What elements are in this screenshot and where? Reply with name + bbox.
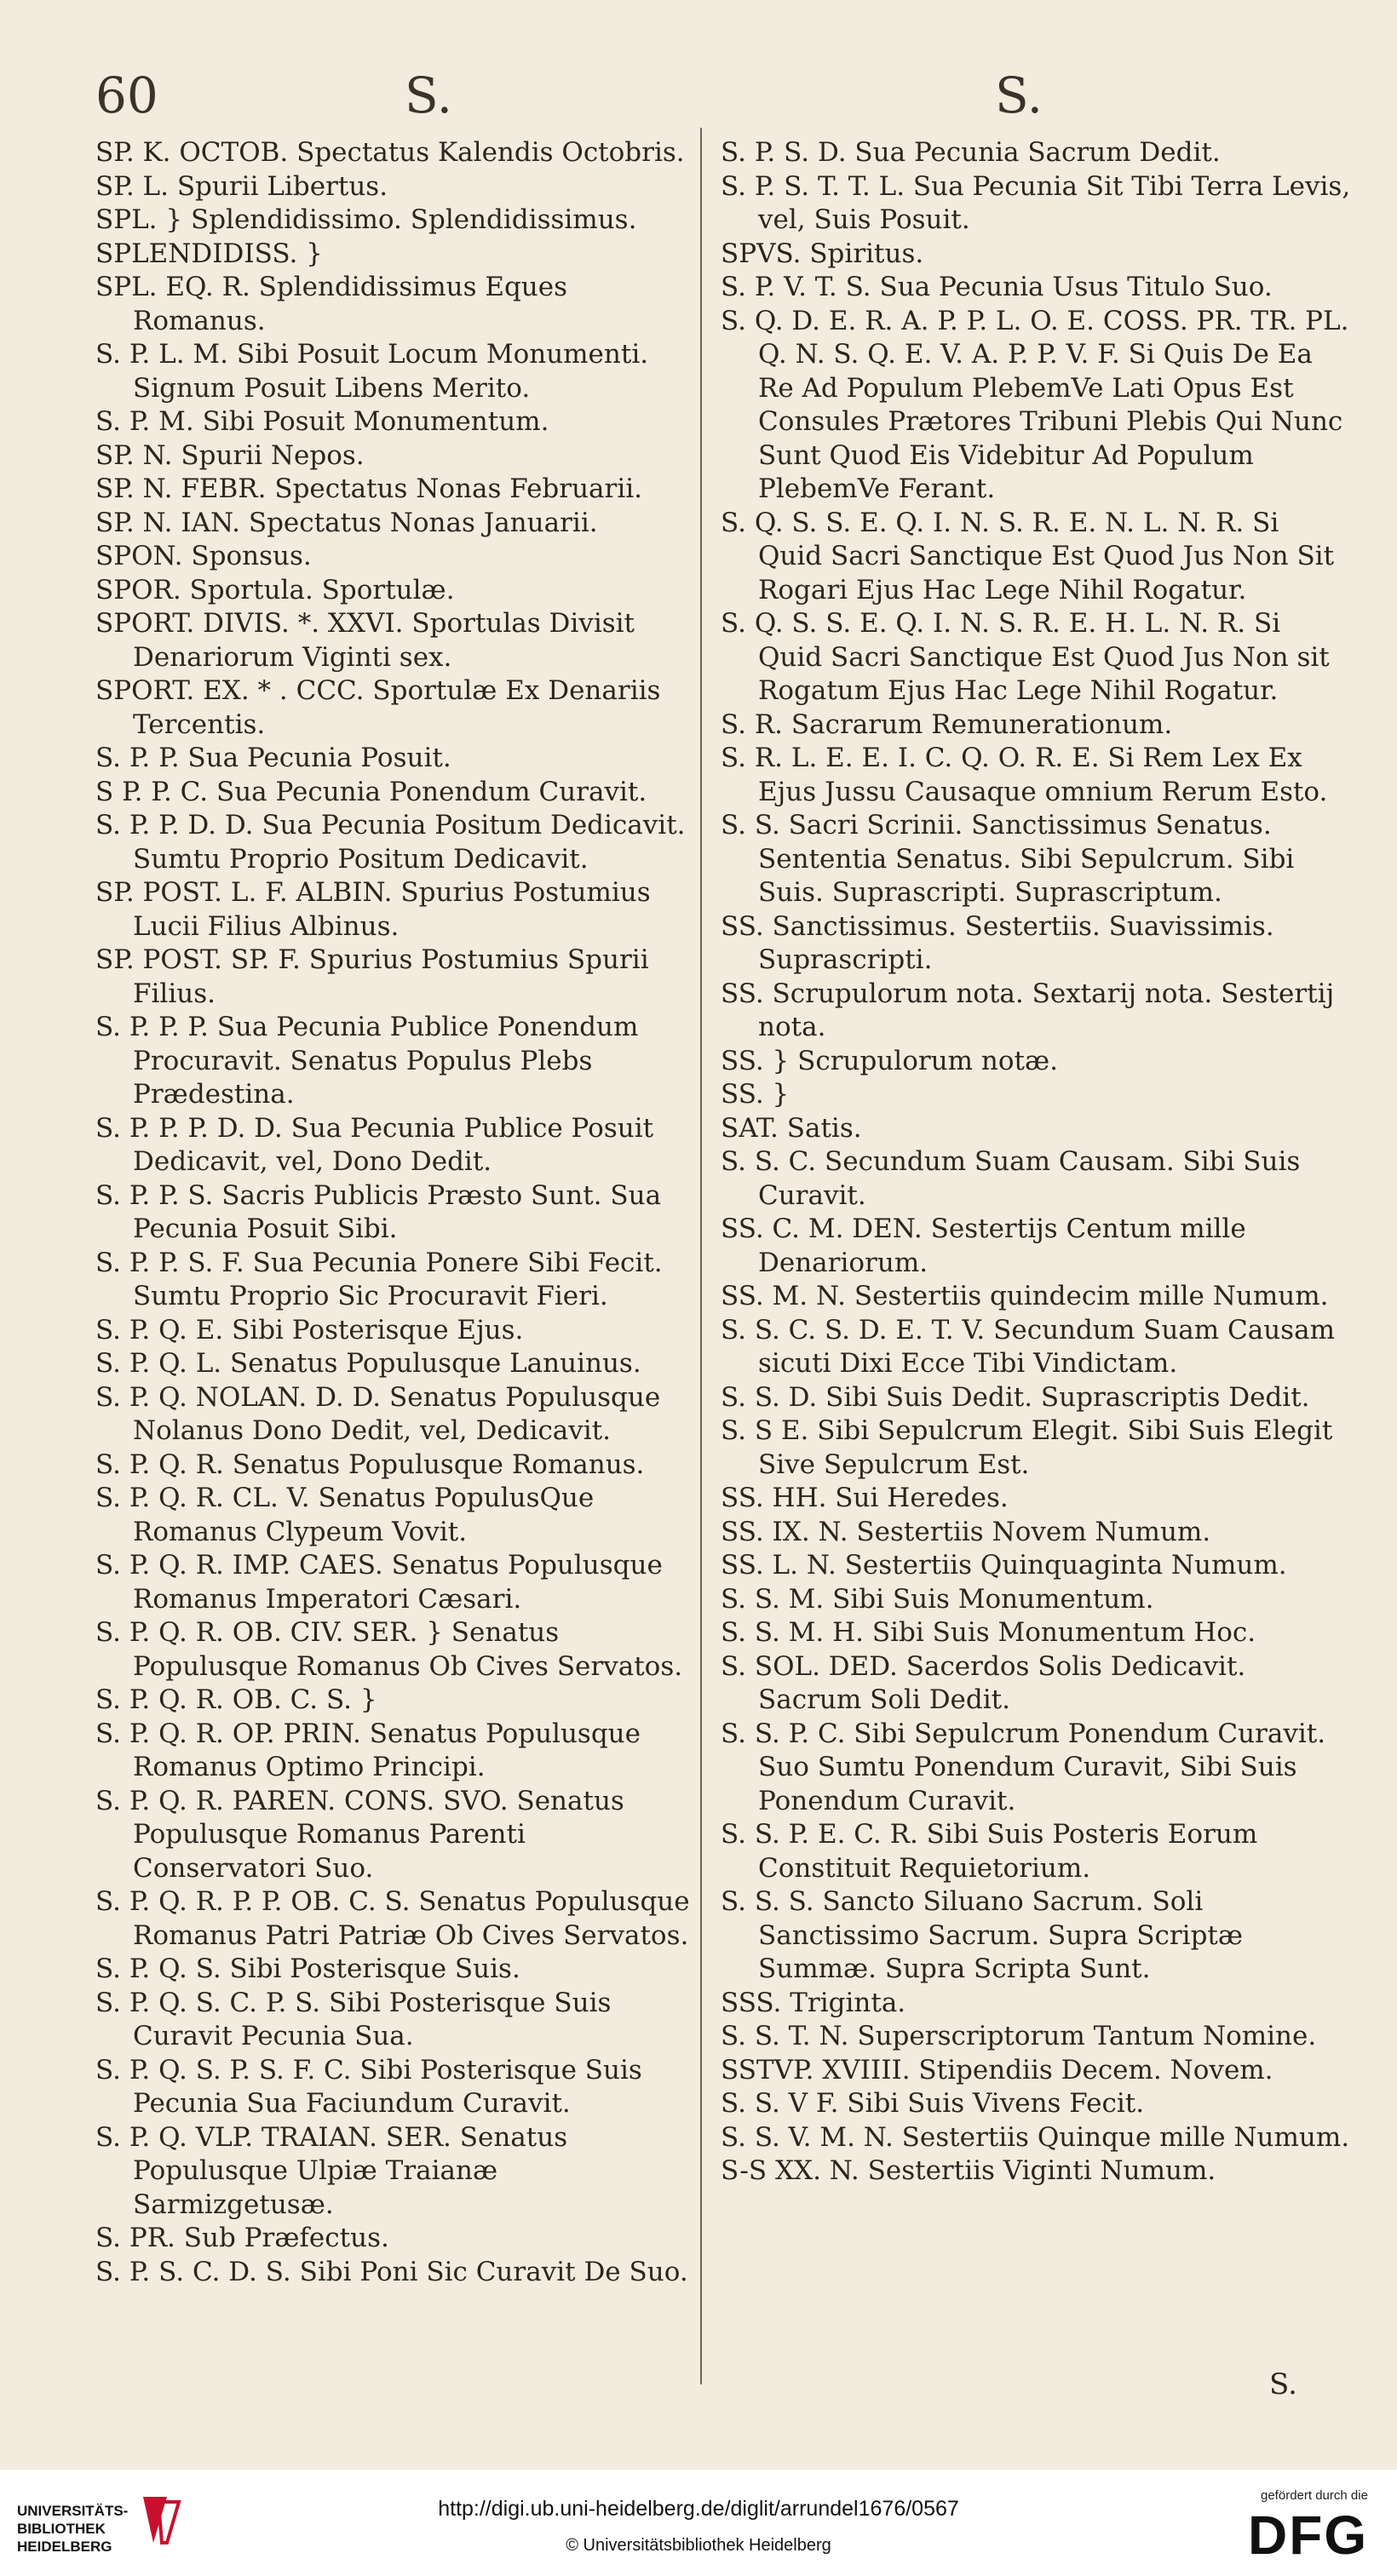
dictionary-entry: S. PR. Sub Præfectus. xyxy=(95,2223,389,2253)
dictionary-entry: S. P. Q. NOLAN. D. D. Senatus Populusque Nolanus Dono Dedit, vel, Dedicavit. xyxy=(95,1381,661,1446)
dictionary-entry: SSS. Triginta. xyxy=(721,1987,906,2018)
dictionary-entry: SPL. } Splendidissimo. Splendidissimus. xyxy=(95,204,637,235)
dictionary-entry: S. S E. Sibi Sepulcrum Elegit. Sibi Suis Elegit Sive Sepulcrum Est. xyxy=(721,1415,1333,1480)
funding-note: gefördert durch die xyxy=(1261,2488,1368,2503)
dictionary-entry: SS. HH. Sui Heredes. xyxy=(721,1483,1009,1513)
dictionary-entry: S. S. P. C. Sibi Sepulcrum Ponendum Curavit. Suo Sumtu Ponendum Curavit, Sibi Suis Ponendum Curavit. xyxy=(721,1718,1326,1816)
dictionary-entry: SPLENDIDISS. } xyxy=(95,238,323,269)
column-divider xyxy=(700,128,702,2384)
dictionary-entry: S. P. P. Sua Pecunia Posuit. xyxy=(95,743,451,773)
dictionary-entry: SP. L. Spurii Libertus. xyxy=(95,170,388,202)
dictionary-entry: S. P. P. P. D. D. Sua Pecunia Publice Posuit Dedicavit, vel, Dono Dedit. xyxy=(95,1112,654,1177)
dfg-logo: DFG xyxy=(1248,2504,1369,2566)
dictionary-entry: S. P. P. P. Sua Pecunia Publice Ponendum Procuravit. Senatus Populus Plebs Prædestina. xyxy=(95,1012,639,1110)
dictionary-entry: SAT. Satis. xyxy=(721,1112,862,1144)
dictionary-entry: SS. C. M. DEN. Sestertijs Centum mille Denariorum. xyxy=(721,1213,1246,1278)
dictionary-entry: S. S. V. M. N. Sestertiis Quinque mille Numum. xyxy=(721,2121,1350,2153)
dictionary-entry: SS. IX. N. Sestertiis Novem Numum. xyxy=(721,1516,1211,1547)
dictionary-entry: S. P. S. D. Sua Pecunia Sacrum Dedit. xyxy=(721,137,1221,168)
dictionary-entry: S. P. Q. R. CL. V. Senatus PopulusQue Romanus Clypeum Vovit. xyxy=(95,1483,595,1547)
dictionary-entry: S. S. Sacri Scrinii. Sanctissimus Senatus. Sententia Senatus. Sibi Sepulcrum. Sibi Suis. Suprascripti. Suprascriptum. xyxy=(721,810,1295,908)
dictionary-entry: S. Q. D. E. R. A. P. P. L. O. E. COSS. PR. TR. PL. Q. N. S. Q. E. V. A. P. P. V. F. Si Quis De Ea Re Ad Populum PlebemVe Lati Opus Est Consules Prætores Tribuni Plebis Qui Nunc Sunt Quod Eis Videbitur Ad Populum PlebemVe Ferant. xyxy=(721,305,1349,504)
dictionary-entry: S. P. P. S. Sacris Publicis Præsto Sunt. Sua Pecunia Posuit Sibi. xyxy=(95,1179,662,1244)
dictionary-entry: SP. K. OCTOB. Spectatus Kalendis Octobris. xyxy=(95,137,685,168)
dictionary-entry: S. P. Q. R. OP. PRIN. Senatus Populusque Romanus Optimo Principi. xyxy=(95,1718,641,1782)
footer-bar xyxy=(0,2470,1397,2576)
dictionary-entry: SPORT. DIVIS. *. XXVI. Sportulas Divisit Denariorum Viginti sex. xyxy=(95,608,635,673)
catchword: S. xyxy=(1269,2367,1297,2401)
right-column xyxy=(721,136,1351,2189)
dictionary-entry: S. S. S. Sancto Siluano Sacrum. Soli Sanctissimo Sacrum. Supra Scriptæ Summæ. Supra Scripta Sunt. xyxy=(721,1886,1244,1984)
dictionary-entry: S. Q. S. S. E. Q. I. N. S. R. E. N. L. N. R. Si Quid Sacri Sanctique Est Quod Jus Non Sit Rogari Ejus Hac Lege Nihil Rogatur. xyxy=(721,507,1335,605)
dictionary-entry: SP. POST. L. F. ALBIN. Spurius Postumius Lucii Filius Albinus. xyxy=(95,877,651,942)
dictionary-entry: S. S. V F. Sibi Suis Vivens Fecit. xyxy=(721,2088,1145,2119)
page-number: 60 xyxy=(95,66,158,124)
dictionary-entry: S P. P. C. Sua Pecunia Ponendum Curavit. xyxy=(95,776,647,807)
dictionary-entry: SS. Sanctissimus. Sestertiis. Suavissimis. Suprascripti. xyxy=(721,910,1274,975)
dictionary-entry: S. S. C. S. D. E. T. V. Secundum Suam Causam sicuti Dixi Ecce Tibi Vindictam. xyxy=(721,1314,1335,1379)
library-name-line: BIBLIOTHEK xyxy=(17,2521,106,2537)
dictionary-entry: SP. N. IAN. Spectatus Nonas Januarii. xyxy=(95,507,598,538)
dictionary-entry: SS. Scrupulorum nota. Sextarij nota. Sestertij nota. xyxy=(721,978,1335,1042)
dictionary-entry: S. S. C. Secundum Suam Causam. Sibi Suis Curavit. xyxy=(721,1146,1301,1211)
dictionary-entry: SPVS. Spiritus. xyxy=(721,238,924,269)
dictionary-entry: S. S. D. Sibi Suis Dedit. Suprascriptis Dedit. xyxy=(721,1381,1310,1413)
dictionary-entry: SS. M. N. Sestertiis quindecim mille Numum. xyxy=(721,1281,1329,1311)
dictionary-entry: S. S. M. Sibi Suis Monumentum. xyxy=(721,1583,1154,1615)
dictionary-entry: S. SOL. DED. Sacerdos Solis Dedicavit. Sacrum Soli Dedit. xyxy=(721,1650,1246,1715)
dictionary-entry: S. P. S. C. D. S. Sibi Poni Sic Curavit De Suo. xyxy=(95,2256,688,2287)
dictionary-entry: S. P. V. T. S. Sua Pecunia Usus Titulo Suo. xyxy=(721,272,1273,302)
library-name-line: HEIDELBERG xyxy=(17,2539,112,2555)
section-letter-left: S. xyxy=(405,66,453,124)
dictionary-entry: SP. POST. SP. F. Spurius Postumius Spurii Filius. xyxy=(95,944,649,1009)
section-letter-right: S. xyxy=(995,66,1043,124)
dictionary-entry: S. P. P. D. D. Sua Pecunia Positum Dedicavit. Sumtu Proprio Positum Dedicavit. xyxy=(95,810,686,875)
dictionary-entry: SP. N. Spurii Nepos. xyxy=(95,439,365,471)
dictionary-entry: SSTVP. XVIIII. Stipendiis Decem. Novem. xyxy=(721,2054,1273,2085)
dictionary-entry: S. P. P. S. F. Sua Pecunia Ponere Sibi Fecit. Sumtu Proprio Sic Procuravit Fieri. xyxy=(95,1247,663,1311)
dictionary-entry: S. P. L. M. Sibi Posuit Locum Monumenti. Signum Posuit Libens Merito. xyxy=(95,339,649,404)
dictionary-entry: S. R. Sacrarum Remunerationum. xyxy=(721,709,1173,740)
dictionary-entry: S. S. T. N. Superscriptorum Tantum Nomine. xyxy=(721,2021,1317,2051)
dictionary-entry: SS. L. N. Sestertiis Quinquaginta Numum. xyxy=(721,1550,1287,1581)
dictionary-entry: S. R. L. E. E. I. C. Q. O. R. E. Si Rem Lex Ex Ejus Jussu Causaque omnium Rerum Esto. xyxy=(721,743,1328,807)
dictionary-entry: S. P. Q. L. Senatus Populusque Lanuinus. xyxy=(95,1348,641,1379)
dictionary-entry: S. S. P. E. C. R. Sibi Suis Posteris Eorum Constituit Requietorium. xyxy=(721,1819,1258,1884)
copyright-notice: © Universitätsbibliothek Heidelberg xyxy=(566,2536,831,2555)
dictionary-entry: SS. } Scrupulorum notæ. xyxy=(721,1045,1058,1076)
dictionary-entry: S. P. Q. R. OB. CIV. SER. } Senatus Populusque Romanus Ob Cives Servatos. xyxy=(95,1617,683,1682)
dictionary-entry: S. P. Q. S. P. S. F. C. Sibi Posterisque Suis Pecunia Sua Faciundum Curavit. xyxy=(95,2054,642,2119)
dictionary-entry: S. Q. S. S. E. Q. I. N. S. R. E. H. L. N. R. Si Quid Sacri Sanctique Est Quod Jus Non sit Rogatum Ejus Hac Lege Nihil Rogatur. xyxy=(721,608,1330,706)
dictionary-entry: SPL. EQ. R. Splendidissimus Eques Romanus. xyxy=(95,272,568,336)
dictionary-entry: S. P. M. Sibi Posuit Monumentum. xyxy=(95,406,549,437)
dictionary-entry: SPON. Sponsus. xyxy=(95,541,312,571)
dictionary-entry: S. P. Q. S. C. P. S. Sibi Posterisque Suis Curavit Pecunia Sua. xyxy=(95,1987,612,2051)
dictionary-entry: S. P. Q. S. Sibi Posterisque Suis. xyxy=(95,1954,520,1984)
dictionary-entry: SP. N. FEBR. Spectatus Nonas Februarii. xyxy=(95,473,643,504)
dictionary-entry: SPORT. EX. * . CCC. Sportulæ Ex Denariis Tercentis. xyxy=(95,675,661,740)
dictionary-entry: SS. } xyxy=(721,1079,790,1110)
dictionary-entry: S. P. Q. R. Senatus Populusque Romanus. xyxy=(95,1449,645,1480)
dictionary-entry: S. S. M. H. Sibi Suis Monumentum Hoc. xyxy=(721,1617,1256,1648)
dictionary-entry: S. P. Q. R. PAREN. CONS. SVO. Senatus Populusque Romanus Parenti Conservatori Suo. xyxy=(95,1785,624,1884)
library-name-line: UNIVERSITÄTS- xyxy=(17,2503,129,2519)
left-column xyxy=(95,136,692,2289)
dictionary-entry: SPOR. Sportula. Sportulæ. xyxy=(95,574,455,605)
dictionary-entry: S. P. Q. R. IMP. CAES. Senatus Populusque Romanus Imperatori Cæsari. xyxy=(95,1550,663,1615)
permalink-url[interactable]: http://digi.ub.uni-heidelberg.de/diglit/arrundel1676/0567 xyxy=(438,2497,959,2521)
dictionary-entry: S. P. Q. R. OB. C. S. } xyxy=(95,1684,377,1715)
dictionary-entry: S. P. Q. VLP. TRAIAN. SER. Senatus Populusque Ulpiæ Traianæ Sarmizgetusæ. xyxy=(95,2121,568,2220)
dictionary-entry: S. P. Q. E. Sibi Posterisque Ejus. xyxy=(95,1314,524,1345)
dictionary-entry: S. P. Q. R. P. P. OB. C. S. Senatus Populusque Romanus Patri Patriæ Ob Cives Servatos. xyxy=(95,1886,690,1951)
dictionary-entry: S. P. S. T. T. L. Sua Pecunia Sit Tibi Terra Levis, vel, Suis Posuit. xyxy=(721,170,1351,235)
dictionary-entry: S-S XX. N. Sestertiis Viginti Numum. xyxy=(721,2155,1216,2186)
